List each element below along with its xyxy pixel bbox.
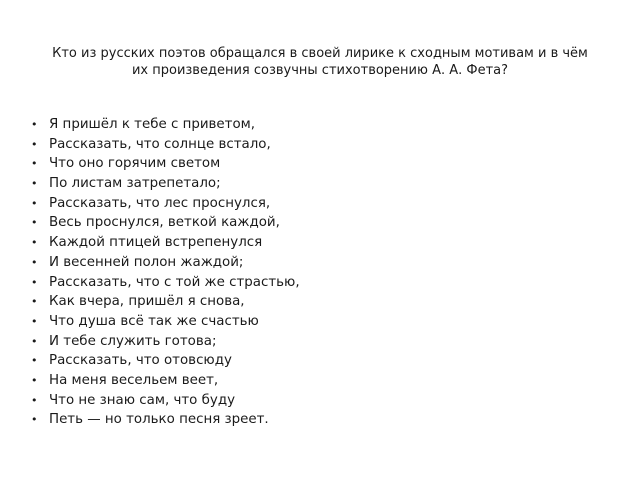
poem-line [30, 213, 590, 233]
bullet-dot-icon: • [31, 413, 38, 427]
poem-line [30, 174, 590, 194]
poem-line-text: Рассказать, что лес проснулся, [49, 195, 271, 211]
poem-line-text: Петь — но только песня зреет. [49, 412, 269, 428]
poem-line [30, 410, 590, 430]
poem-line [30, 194, 590, 214]
question-line-2: их произведения созвучны стихотворению А. А. Фета? [131, 63, 509, 78]
bullet-dot-icon: • [31, 295, 38, 309]
poem-line-text: Каждой птицей встрепенулся [49, 235, 263, 251]
poem-line [30, 391, 590, 411]
bullet-dot-icon: • [31, 236, 38, 250]
poem-line-text: Весь проснулся, веткой каждой, [49, 215, 280, 231]
poem-line [30, 273, 590, 293]
bullet-dot-icon: • [31, 275, 38, 289]
bullet-dot-icon: • [31, 196, 38, 210]
poem-line-text: Я пришёл к тебе с приветом, [49, 117, 256, 132]
bullet-dot-icon: • [31, 118, 38, 131]
poem-line-text: И тебе служить готова; [49, 333, 217, 349]
poem-list [30, 115, 590, 430]
bullet-dot-icon: • [31, 393, 38, 407]
poem-line [30, 332, 590, 352]
poem-line-text: Как вчера, пришёл я снова, [49, 294, 245, 310]
bullet-dot-icon: • [31, 177, 38, 191]
poem-line-text: Рассказать, что солнце встало, [49, 136, 271, 152]
poem-line [30, 371, 590, 391]
poem-line-text: По листам затрепетало; [49, 176, 221, 192]
poem-line [30, 135, 590, 155]
poem-line [30, 233, 590, 253]
poem-line-text: Что оно горячим светом [49, 156, 221, 172]
bullet-dot-icon: • [31, 137, 38, 151]
poem-line [30, 312, 590, 332]
poem-line-text: Что не знаю сам, что буду [49, 392, 235, 408]
bullet-dot-icon: • [31, 354, 38, 368]
question-line-1: Кто из русских поэтов обращался в своей лирике к сходным мотивам и в чём [52, 46, 588, 61]
poem-line [30, 253, 590, 273]
poem-line [30, 351, 590, 371]
poem-line [30, 154, 590, 174]
poem-line-text: И весенней полон жаждой; [49, 254, 244, 270]
bullet-dot-icon: • [31, 157, 38, 171]
poem-line-text: Рассказать, что отовсюду [49, 353, 232, 369]
poem-line-text: Рассказать, что с той же страстью, [49, 274, 300, 290]
bullet-dot-icon: • [31, 334, 38, 348]
bullet-dot-icon: • [31, 314, 38, 328]
poem-line-text: На меня весельем веет, [49, 372, 219, 388]
bullet-dot-icon: • [31, 216, 38, 230]
poem-line [30, 115, 590, 135]
bullet-dot-icon: • [31, 373, 38, 387]
poem-line [30, 292, 590, 312]
poem-line-text: Что душа всё так же счастью [49, 313, 259, 329]
question-heading [30, 45, 610, 79]
bullet-dot-icon: • [31, 255, 38, 269]
